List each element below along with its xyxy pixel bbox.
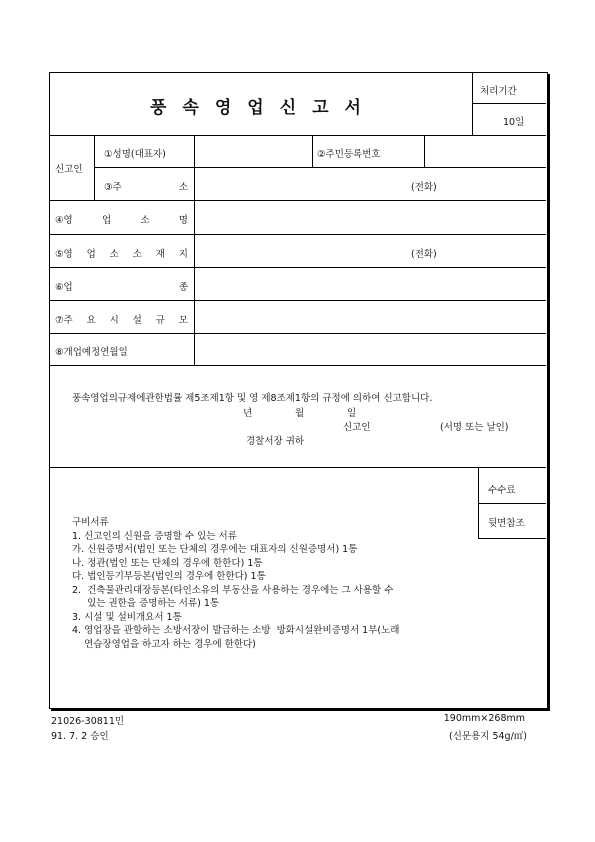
divider: [94, 135, 95, 200]
list-item: 연습장영업을 하고자 하는 경우에 한한다): [72, 638, 256, 650]
required-documents: [72, 516, 399, 651]
divider: [49, 365, 546, 366]
form-title: 풍속영업신고서: [150, 98, 377, 118]
id-number-label: ②주민등록번호: [317, 149, 381, 160]
address-phone-label: (전화): [411, 182, 437, 193]
divider: [49, 467, 546, 468]
fee-label: 수수료: [488, 485, 516, 496]
paper-type: (신문용지 54g/㎡): [449, 731, 527, 742]
list-item: 2. 건축물관리대장등본(타인소유의 부동산을 사용하는 경우에는 그 사용할 수: [72, 584, 394, 596]
list-item: 1. 신고인의 신원을 증명할 수 있는 서류: [72, 530, 237, 542]
list-item: 나. 정관(법인 또는 단체의 경우에 한한다) 1통: [72, 557, 263, 569]
applicant-label: 신고인: [55, 164, 83, 175]
list-item: 4. 영업장을 관할하는 소방서장이 발급하는 소방 방화시설완비증명서 1부(노래: [72, 625, 400, 636]
signature-note: (서명 또는 날인): [440, 422, 509, 433]
facility-scale-field[interactable]: [195, 301, 545, 333]
address-label: ③주 소: [104, 182, 188, 193]
list-item: 3. 시설 및 설비개요서 1통: [72, 611, 182, 623]
processing-period-label: 처리기간: [480, 86, 517, 97]
name-label: ①성명(대표자): [104, 149, 166, 160]
date-month: 월: [295, 408, 305, 419]
paper-size: 190mm×268mm: [443, 713, 525, 724]
divider: [478, 538, 546, 539]
industry-label: ⑥업 종: [55, 282, 188, 293]
list-item: 있는 권한을 증명하는 서류) 1통: [72, 598, 220, 609]
business-name-field[interactable]: [195, 201, 545, 234]
back-reference-label: 뒷면참조: [488, 518, 525, 529]
approval-date: 91. 7. 2 승인: [51, 731, 109, 742]
id-number-field[interactable]: [425, 136, 545, 167]
divider: [472, 72, 473, 135]
facility-scale-label: ⑦주 요 시 설 규 모: [55, 315, 188, 326]
declaration-statement: 풍속영업의규제에관한법률 제5조제1항 및 영 제8조제1항의 규정에 의하여 신고합니다.: [72, 393, 433, 404]
date-day: 일: [347, 408, 357, 419]
opening-date-field[interactable]: [195, 334, 545, 365]
applicant-sign-label: 신고인: [343, 422, 371, 433]
required-documents-heading: 구비서류: [72, 517, 109, 528]
list-item: 가. 신원증명서(법인 또는 단체의 경우에는 대표자의 신원증명서) 1통: [72, 544, 358, 555]
address-field[interactable]: [195, 168, 545, 200]
divider: [472, 103, 546, 104]
business-location-label: ⑤영 업 소 소 재 지: [55, 249, 188, 260]
business-phone-label: (전화): [411, 249, 437, 260]
divider: [478, 467, 479, 538]
business-location-field[interactable]: [195, 235, 545, 267]
business-name-label: ④영 업 소 명: [55, 215, 188, 226]
form-code: 21026-30811민: [51, 716, 125, 727]
industry-field[interactable]: [195, 268, 545, 300]
recipient: 경찰서장 귀하: [246, 436, 305, 447]
date-year: 년: [243, 408, 253, 419]
divider: [312, 135, 313, 167]
name-field[interactable]: [195, 136, 311, 167]
divider: [478, 503, 546, 504]
list-item: 다. 법인등기부등본(법인의 경우에 한한다) 1통: [72, 571, 266, 582]
opening-date-label: ⑧개업예정연월일: [55, 347, 128, 358]
processing-period-value: 10일: [503, 117, 525, 128]
